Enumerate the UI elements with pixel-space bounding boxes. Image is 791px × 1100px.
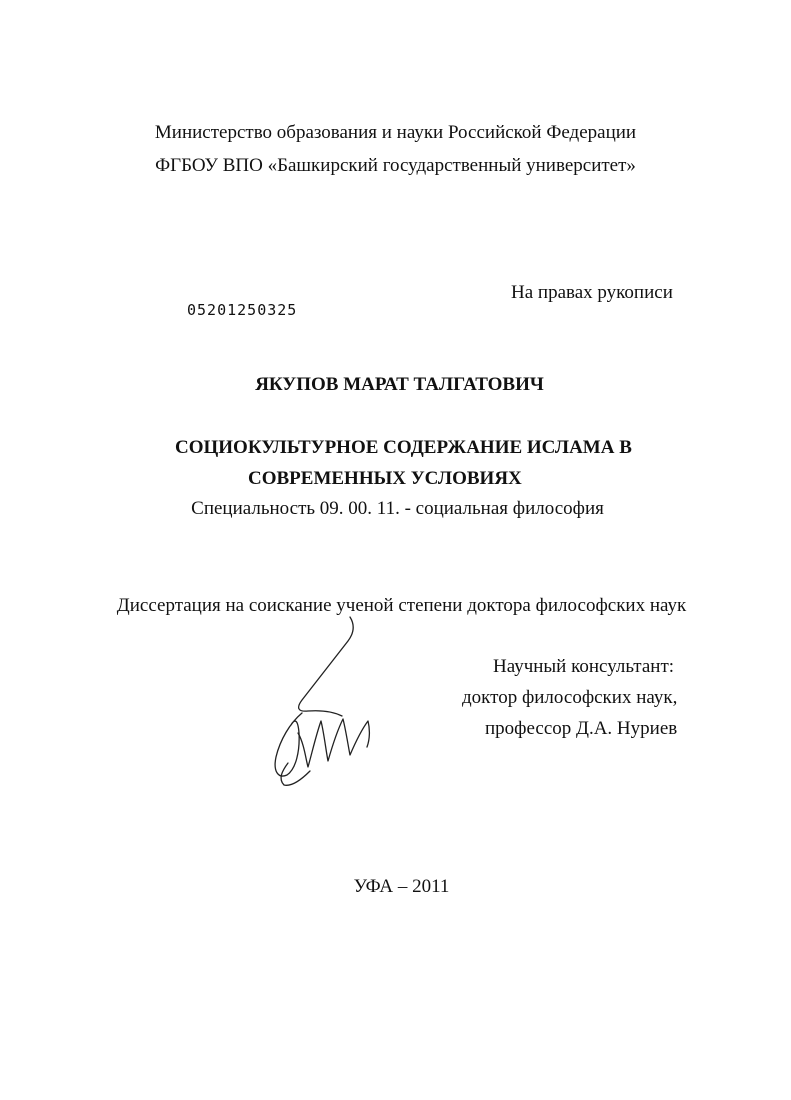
university-line: ФГБОУ ВПО «Башкирский государственный университет» (155, 155, 636, 176)
city-year: УФА – 2011 (353, 876, 450, 897)
manuscript-note: На правах рукописи (511, 282, 673, 303)
author-name: ЯКУПОВ МАРАТ ТАЛГАТОВИЧ (255, 374, 544, 395)
consultant-name: профессор Д.А. Нуриев (485, 718, 678, 739)
consultant-label: Научный консультант: (493, 656, 675, 677)
registration-number: 05201250325 (187, 301, 298, 319)
consultant-degree: доктор философских наук, (462, 687, 678, 708)
ministry-line: Министерство образования и науки Российской Федерации (154, 122, 637, 143)
specialty-line: Специальность 09. 00. 11. - социальная философия (191, 498, 604, 519)
handwritten-signature (262, 615, 382, 790)
title-line-1: СОЦИОКУЛЬТУРНОЕ СОДЕРЖАНИЕ ИСЛАМА В (175, 437, 632, 458)
title-line-2: СОВРЕМЕННЫХ УСЛОВИЯХ (248, 468, 522, 489)
degree-line: Диссертация на соискание ученой степени доктора философских наук (116, 595, 687, 616)
